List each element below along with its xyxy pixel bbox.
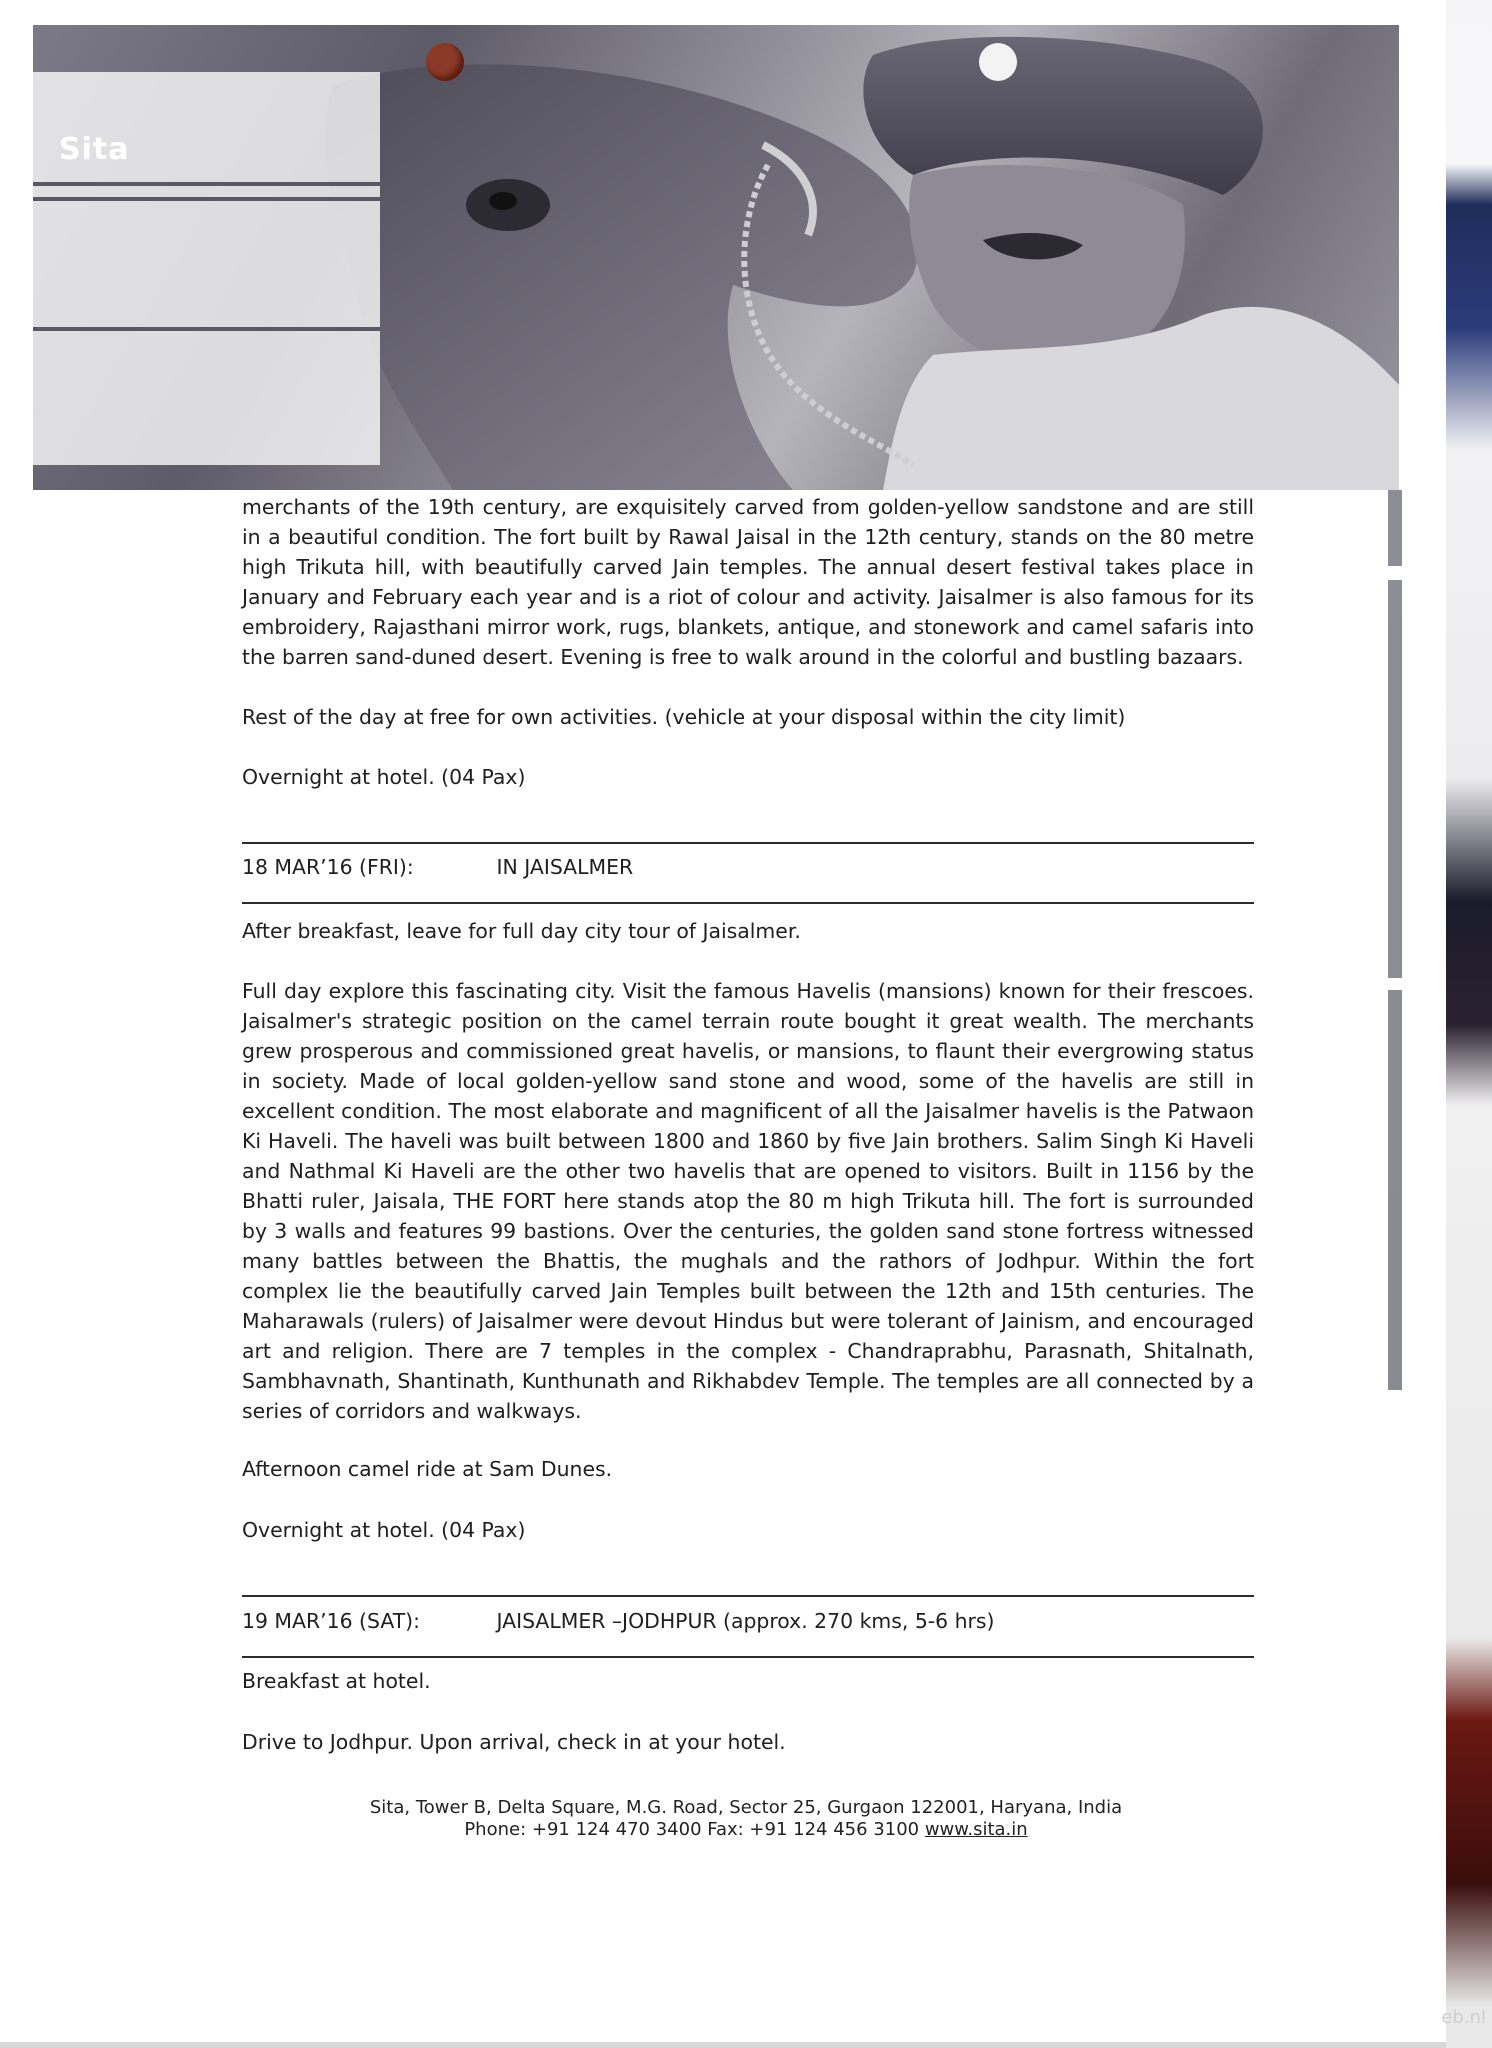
day-date: 18 MAR’16 (FRI): [242, 855, 414, 879]
camel-ride-text: Afternoon camel ride at Sam Dunes. [242, 1457, 613, 1481]
panel-rule [33, 327, 380, 331]
footer-phone: Phone: +91 124 470 3400 Fax: +91 124 456 3100 [464, 1819, 920, 1840]
day-place: IN JAISALMER [496, 855, 634, 879]
day-header-18-mar [242, 852, 633, 882]
divider [242, 1595, 1254, 1597]
website-link[interactable]: www.sita.in [924, 1819, 1028, 1840]
overnight-text-2: Overnight at hotel. (04 Pax) [242, 1518, 526, 1542]
sita-logo: Sita [59, 132, 130, 167]
day-date: 19 MAR’16 (SAT): [242, 1609, 420, 1633]
day-header-19-mar [242, 1606, 995, 1636]
panel-rule [33, 182, 380, 186]
full-day-paragraph: Full day explore this fascinating city. Visit the famous Havelis (mansions) known for their frescoes. Jaisalmer's strategic position on the camel terrain route bought it great wealth. The merchants grew prosperous and commissioned great havelis, or mansions, to flaunt their evergrowing status in society. Made of local golden-yellow sand stone and wood, some of the havelis are still in excellent condition. The most elaborate and magnificent of all the Jaisalmer havelis is the Patwaon Ki Haveli. The haveli was built between 1800 and 1860 by five Jain brothers. Salim Singh Ki Haveli and Nathmal Ki Haveli are the other two havelis that are opened to visitors. Built in 1156 by the Bhatti ruler, Jaisala, THE FORT here stands atop the 80 m high Trikuta hill. The fort is surrounded by 3 walls and features 99 bastions. Over the centuries, the golden sand stone fortress witnessed many battles between the Bhattis, the mughals and the rathors of Jodhpur. Within the fort complex lie the beautifully carved Jain Temples built between the 12th and 15th centuries. The Maharawals (rulers) of Jaisalmer were devout Hindus but were tolerant of Jainism, and encouraged art and religion. There are 7 temples in the complex - Chandraprabhu, Parasnath, Shitalnath, Sambhavnath, Shantinath, Kunthunath and Rikhabdev Temple. The temples are all connected by a series of corridors and walkways. [242, 979, 1254, 1423]
white-pin-mark [979, 43, 1017, 81]
panel-rule [33, 197, 380, 201]
logo-panel [33, 72, 380, 465]
watermark-text: eb.nl [1441, 2007, 1486, 2028]
day-place: JAISALMER –JODHPUR (approx. 270 kms, 5-6 hrs) [496, 1609, 995, 1633]
divider [242, 1656, 1254, 1658]
footer-contact [0, 1819, 1492, 1841]
red-pin-mark [426, 43, 464, 81]
breakfast-hotel-text: Breakfast at hotel. [242, 1669, 431, 1693]
divider [242, 842, 1254, 844]
footer-address: Sita, Tower B, Delta Square, M.G. Road, Sector 25, Gurgaon 122001, Haryana, India [369, 1797, 1123, 1818]
rest-of-day-text: Rest of the day at free for own activities. (vehicle at your disposal within the city limit) [242, 705, 1126, 729]
drive-text: Drive to Jodhpur. Upon arrival, check in at your hotel. [242, 1730, 786, 1754]
divider [242, 902, 1254, 904]
scan-bottom-edge [0, 2042, 1446, 2048]
scan-edge-right [1446, 0, 1492, 2048]
header-photo [33, 25, 1399, 490]
fold-gap [1386, 978, 1404, 990]
scan-fold-shadow [1388, 490, 1402, 1390]
intro-section [242, 492, 1254, 672]
overnight-text-1: Overnight at hotel. (04 Pax) [242, 765, 526, 789]
fold-gap [1386, 566, 1404, 580]
full-day-section [242, 976, 1254, 1426]
intro-paragraph: merchants of the 19th century, are exquisitely carved from golden-yellow sandstone and are still in a beautiful condition. The fort built by Rawal Jaisal in the 12th century, stands on the 80 metre high Trikuta hill, with beautifully carved Jain temples. The annual desert festival takes place in January and February each year and is a riot of colour and activity. Jaisalmer is also famous for its embroidery, Rajasthani mirror work, rugs, blankets, antique, and stonework and camel safaris into the barren sand-duned desert. Evening is free to walk around in the colorful and bustling bazaars. [242, 495, 1254, 669]
breakfast-tour-text: After breakfast, leave for full day city tour of Jaisalmer. [242, 919, 801, 943]
